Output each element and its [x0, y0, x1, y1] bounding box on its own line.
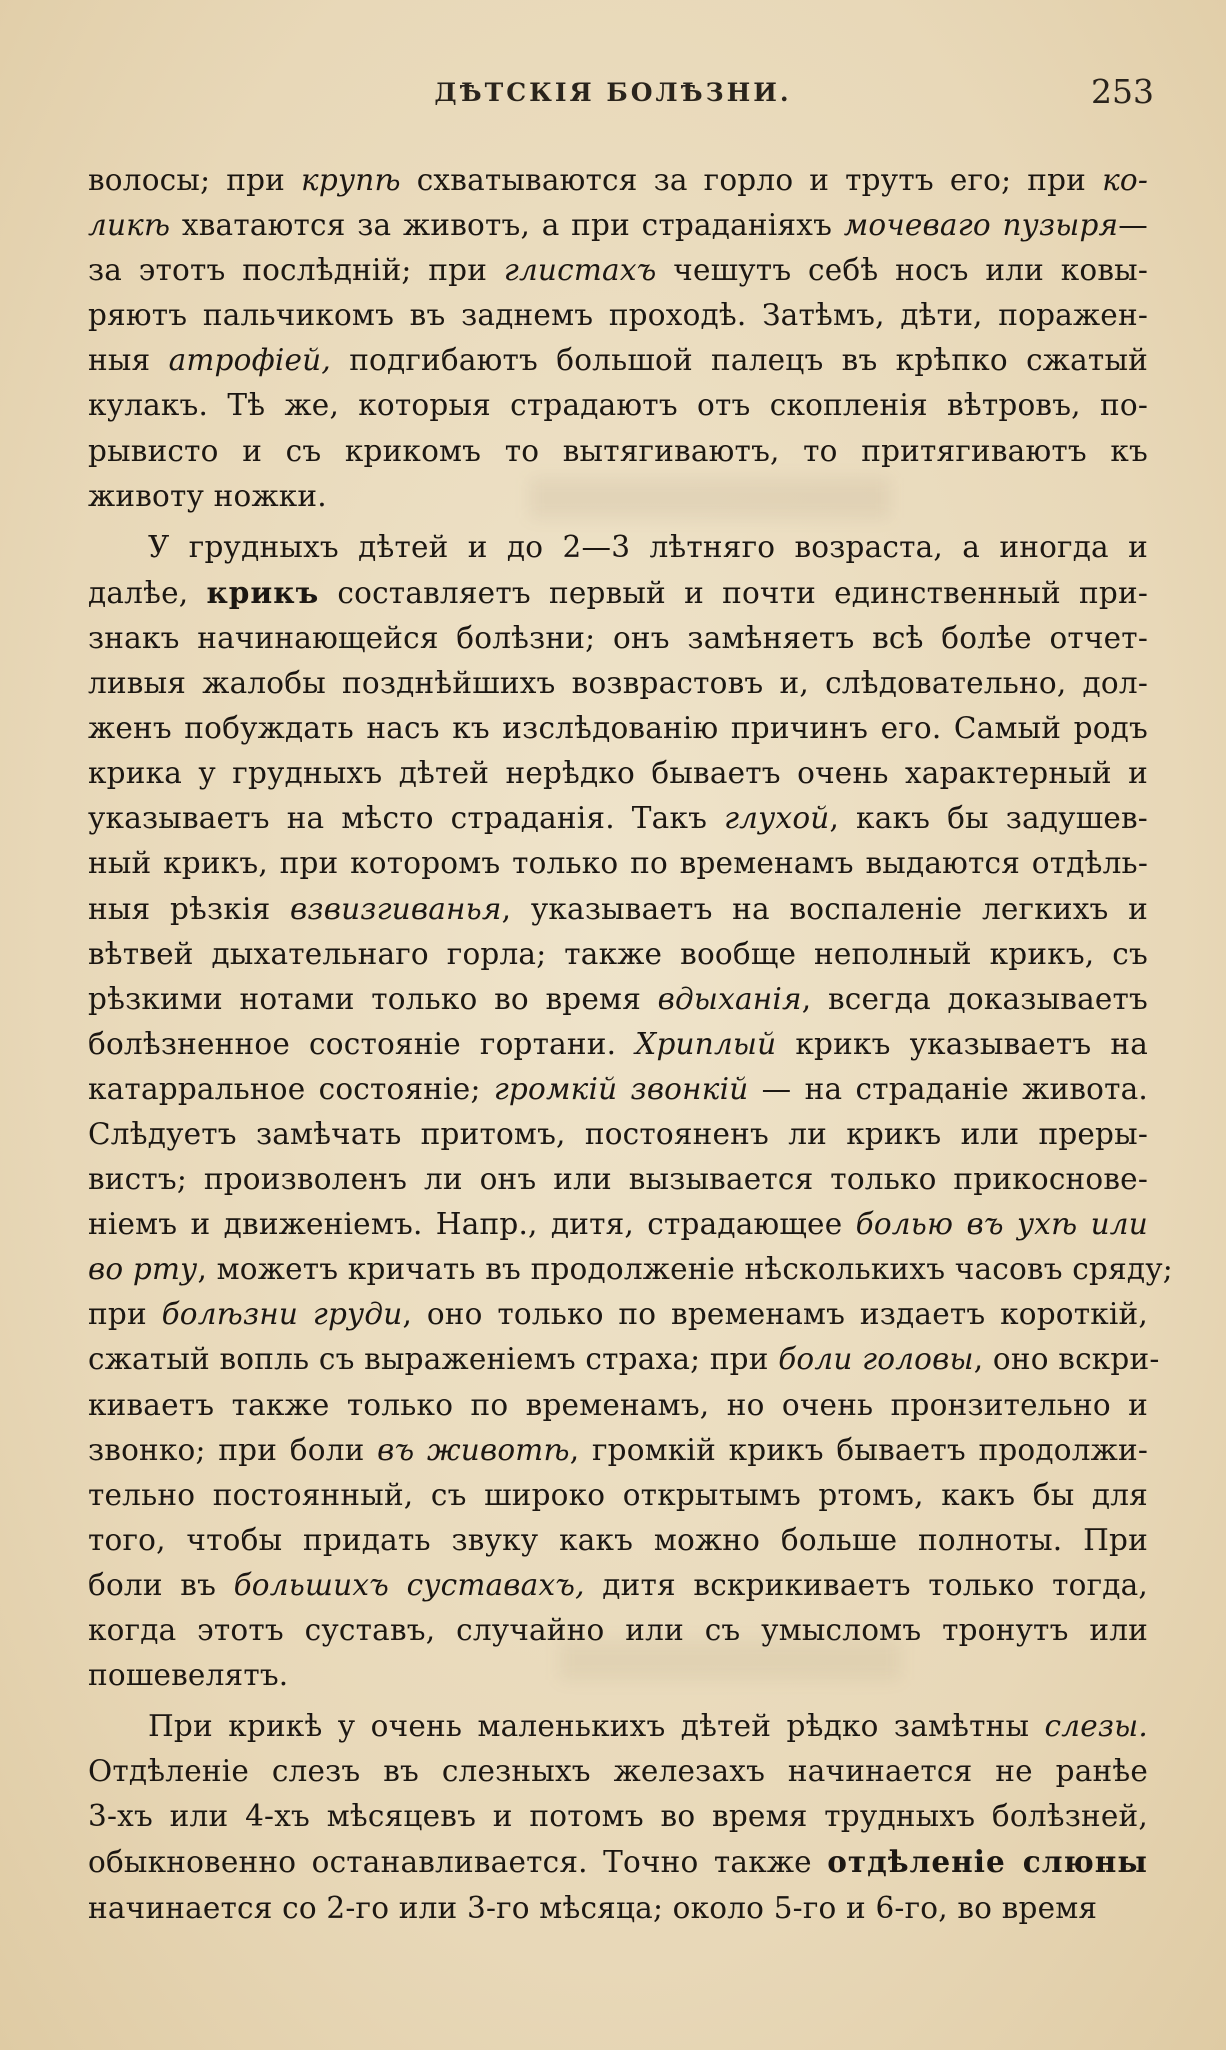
text-line: ливыя жалобы позднѣйшихъ возврастовъ и, слѣдовательно, дол-: [88, 666, 1148, 701]
text-line: волосы; при крупѣ схватываются за горло и трутъ его; при ко-: [88, 163, 1149, 197]
bold-term: отдѣленіе слюны: [827, 1844, 1148, 1880]
text-line: вистъ; произволенъ ли онъ или вызывается только прикоснове-: [88, 1162, 1148, 1197]
text-line: сжатый вопль съ выраженіемъ страха; при боли головы, оно вскри-: [88, 1342, 1160, 1377]
text-line: ный крикъ, при которомъ только по временамъ выдаются отдѣль-: [88, 846, 1148, 881]
page-number: 253: [1091, 72, 1154, 111]
text-line: рывисто и съ крикомъ то вытягиваютъ, то притягиваютъ къ: [88, 433, 1148, 468]
text-line: женъ побуждать насъ къ изслѣдованію причинъ его. Самый родъ: [88, 711, 1148, 746]
italic-term: глистахъ: [503, 253, 657, 288]
italic-term: болѣзни груди: [161, 1297, 403, 1332]
text-line: когда этотъ суставъ, случайно или съ умысломъ тронутъ или: [88, 1613, 1148, 1647]
paragraph: [88, 1704, 1148, 1930]
text-line: ныя рѣзкія взвизгиванья, указываетъ на воспаленіе легкихъ и: [88, 891, 1148, 926]
text-line: киваетъ также только по временамъ, но очень пронзительно и: [88, 1387, 1148, 1422]
text-line: катарральное состояніе; громкій звонкій — на страданіе живота.: [88, 1071, 1148, 1106]
italic-term: атрофіей,: [168, 343, 331, 378]
text-line: животу ножки.: [88, 478, 327, 513]
text-line: ряютъ пальчикомъ въ заднемъ проходѣ. Затѣмъ, дѣти, поражен-: [88, 298, 1148, 333]
text-line: ныя атрофіей, подгибаютъ большой палецъ въ крѣпко сжатый: [88, 343, 1148, 378]
italic-term: во рту: [88, 1252, 198, 1287]
text-line: того, чтобы придать звуку какъ можно больше полноты. При: [88, 1522, 1148, 1557]
italic-term: крупѣ: [301, 163, 401, 197]
text-line: знакъ начинающейся болѣзни; онъ замѣняетъ всѣ болѣе отчет-: [88, 620, 1148, 655]
italic-term: Хриплый: [635, 1026, 777, 1061]
text-line: пошевелятъ.: [88, 1658, 289, 1693]
italic-term: вдыханія: [657, 981, 802, 1016]
text-line: 3-хъ или 4-хъ мѣсяцевъ и потомъ во время трудныхъ болѣзней,: [88, 1799, 1148, 1834]
text-line: звонко; при боли въ животѣ, громкій крикъ бываетъ продолжи-: [88, 1432, 1148, 1467]
text-line: При крикѣ у очень маленькихъ дѣтей рѣдко замѣтны слезы.: [148, 1709, 1148, 1744]
italic-term: взвизгиванья: [290, 891, 502, 926]
italic-term: ликѣ: [88, 208, 171, 243]
italic-term: громкій звонкій: [493, 1071, 749, 1106]
text-line: начинается со 2-го или 3-го мѣсяца; около 5-го и 6-го, во время: [88, 1890, 1098, 1925]
text-line: при болѣзни груди, оно только по временамъ издаетъ короткій,: [88, 1297, 1148, 1332]
text-line: указываетъ на мѣсто страданія. Такъ глухой, какъ бы задушев-: [88, 801, 1148, 836]
text-line: У грудныхъ дѣтей и до 2—3 лѣтняго возраста, а иногда и: [148, 529, 1148, 564]
italic-term: ко-: [1102, 163, 1149, 197]
italic-term: въ животѣ: [377, 1432, 570, 1467]
italic-term: болью въ ухѣ или: [855, 1207, 1148, 1242]
text-line: обыкновенно останавливается. Точно также отдѣленіе слюны: [88, 1844, 1148, 1880]
body-text: [88, 158, 1173, 1931]
paragraph: [88, 158, 1148, 519]
italic-term: слезы.: [1044, 1709, 1148, 1744]
bold-term: крикъ: [206, 574, 320, 610]
text-line: болѣзненное состояніе гортани. Хриплый крикъ указываетъ на: [88, 1026, 1148, 1061]
paragraph: [88, 525, 1173, 1698]
text-line: за этотъ послѣдній; при глистахъ чешутъ себѣ носъ или ковы-: [88, 253, 1148, 288]
text-line: кулакъ. Тѣ же, которыя страдаютъ отъ скопленія вѣтровъ, по-: [88, 388, 1148, 423]
text-line: далѣе, крикъ составляетъ первый и почти единственный при-: [88, 574, 1148, 610]
italic-term: боли головы: [778, 1342, 974, 1377]
text-line: Слѣдуетъ замѣчать притомъ, постояненъ ли крикъ или преры-: [88, 1116, 1148, 1151]
text-line: ніемъ и движеніемъ. Напр., дитя, страдающее болью въ ухѣ или: [88, 1207, 1148, 1242]
text-line: крика у грудныхъ дѣтей нерѣдко бываетъ очень характерный и: [88, 756, 1148, 791]
italic-term: большихъ суставахъ,: [233, 1567, 585, 1602]
text-line: ликѣ хватаются за животъ, а при страданіяхъ мочеваго пузыря—: [88, 208, 1148, 243]
text-line: тельно постоянный, съ широко открытымъ ртомъ, какъ бы для: [88, 1477, 1148, 1512]
text-line: Отдѣленіе слезъ въ слезныхъ железахъ начинается не ранѣе: [88, 1754, 1148, 1789]
italic-term: мочеваго пузыря: [843, 208, 1119, 243]
running-title: ДѢТСКІЯ БОЛѢЗНИ.: [434, 78, 792, 107]
running-head: [0, 72, 1226, 118]
italic-term: глухой: [724, 801, 830, 836]
text-line: вѣтвей дыхательнаго горла; также вообще неполный крикъ, съ: [88, 936, 1148, 971]
text-line: рѣзкими нотами только во время вдыханія, всегда доказываетъ: [88, 981, 1149, 1016]
text-line: боли въ большихъ суставахъ, дитя вскрикиваетъ только тогда,: [88, 1567, 1148, 1602]
text-line: во рту, можетъ кричать въ продолженіе нѣсколькихъ часовъ сряду;: [88, 1252, 1173, 1287]
